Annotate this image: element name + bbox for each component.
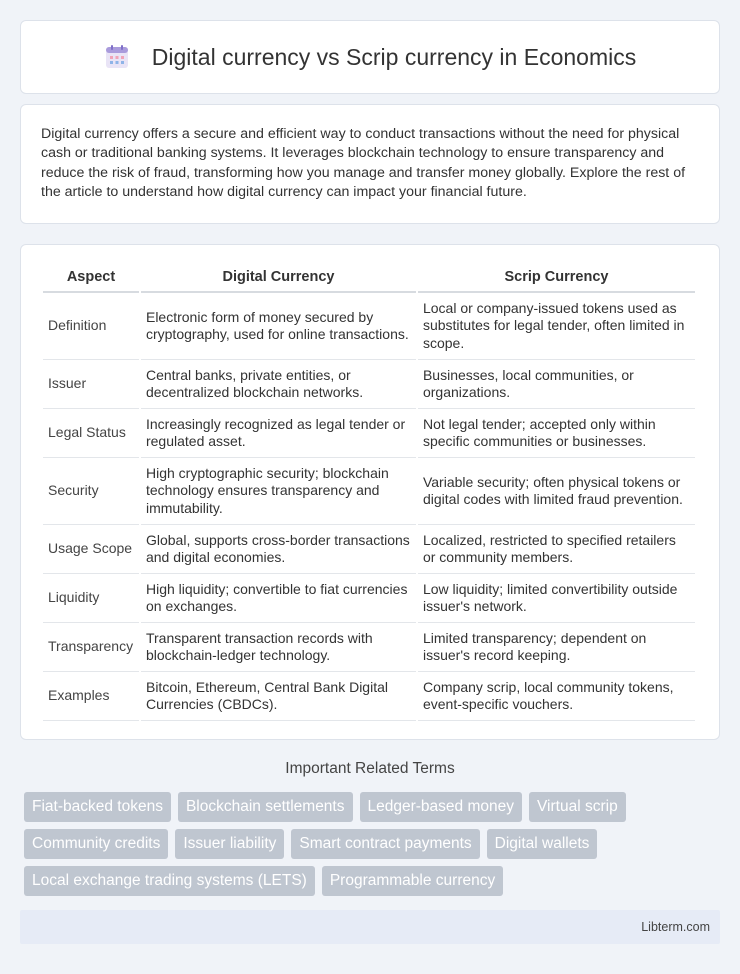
tag-issuer-liability[interactable]: Issuer liability	[175, 829, 284, 859]
footer-site-link[interactable]: Libterm.com	[641, 920, 710, 934]
cell-aspect: Examples	[43, 672, 139, 721]
cell-aspect: Transparency	[43, 623, 139, 672]
tag-smart-contract-payments[interactable]: Smart contract payments	[291, 829, 479, 859]
cell-digital: High liquidity; convertible to fiat currencies on exchanges.	[141, 574, 416, 623]
comparison-table-card	[20, 244, 720, 740]
related-terms-tags	[24, 792, 724, 903]
header-digital-currency: Digital Currency	[141, 263, 416, 293]
table-header-row	[43, 263, 695, 293]
cell-digital: High cryptographic security; blockchain technology ensures transparency and immutability.	[141, 458, 416, 525]
cell-aspect: Usage Scope	[43, 525, 139, 574]
cell-scrip: Variable security; often physical tokens or digital codes with limited fraud prevention.	[418, 458, 695, 525]
table-row	[43, 623, 695, 672]
cell-digital: Electronic form of money secured by cryptography, used for online transactions.	[141, 293, 416, 360]
tag-programmable-currency[interactable]: Programmable currency	[322, 866, 503, 896]
intro-text: Digital currency offers a secure and efficient way to conduct transactions without the need for physical cash or traditional banking systems. It leverages blockchain technology to ensure transparency and reduce the risk of fraud, transforming how you manage and transfer money globally. Explore the rest of the article to understand how digital currency can impact your financial future.	[41, 126, 686, 201]
cell-scrip: Localized, restricted to specified retailers or community members.	[418, 525, 695, 574]
cell-scrip: Low liquidity; limited convertibility outside issuer's network.	[418, 574, 695, 623]
cell-scrip: Company scrip, local community tokens, event-specific vouchers.	[418, 672, 695, 721]
table-row	[43, 574, 695, 623]
tag-blockchain-settlements[interactable]: Blockchain settlements	[178, 792, 353, 822]
cell-scrip: Local or company-issued tokens used as substitutes for legal tender, often limited in scope.	[418, 293, 695, 360]
calendar-grid-icon	[104, 44, 130, 70]
cell-scrip: Businesses, local communities, or organizations.	[418, 360, 695, 409]
tag-lets[interactable]: Local exchange trading systems (LETS)	[24, 866, 315, 896]
table-row	[43, 360, 695, 409]
cell-aspect: Definition	[43, 293, 139, 360]
cell-scrip: Not legal tender; accepted only within specific communities or businesses.	[418, 409, 695, 458]
table-row	[43, 458, 695, 525]
tag-digital-wallets[interactable]: Digital wallets	[487, 829, 598, 859]
cell-digital: Global, supports cross-border transactions and digital economies.	[141, 525, 416, 574]
cell-digital: Bitcoin, Ethereum, Central Bank Digital Currencies (CBDCs).	[141, 672, 416, 721]
header-scrip-currency: Scrip Currency	[418, 263, 695, 293]
cell-digital: Increasingly recognized as legal tender or regulated asset.	[141, 409, 416, 458]
intro-card	[20, 104, 720, 224]
related-terms-title: Important Related Terms	[285, 760, 455, 777]
comparison-table	[41, 263, 697, 721]
cell-digital: Central banks, private entities, or decentralized blockchain networks.	[141, 360, 416, 409]
tag-row	[24, 792, 724, 822]
table-row	[43, 409, 695, 458]
cell-aspect: Security	[43, 458, 139, 525]
header-aspect: Aspect	[43, 263, 139, 293]
cell-aspect: Liquidity	[43, 574, 139, 623]
cell-digital: Transparent transaction records with blockchain-ledger technology.	[141, 623, 416, 672]
header-card	[20, 20, 720, 94]
table-row	[43, 293, 695, 360]
cell-aspect: Issuer	[43, 360, 139, 409]
page-title: Digital currency vs Scrip currency in Economics	[151, 43, 637, 70]
tag-fiat-backed-tokens[interactable]: Fiat-backed tokens	[24, 792, 171, 822]
cell-scrip: Limited transparency; dependent on issuer's record keeping.	[418, 623, 695, 672]
tag-row	[24, 866, 724, 896]
footer	[20, 910, 720, 944]
tag-ledger-based-money[interactable]: Ledger-based money	[360, 792, 523, 822]
tag-row	[24, 829, 724, 859]
tag-virtual-scrip[interactable]: Virtual scrip	[529, 792, 626, 822]
table-row	[43, 672, 695, 721]
cell-aspect: Legal Status	[43, 409, 139, 458]
table-row	[43, 525, 695, 574]
tag-community-credits[interactable]: Community credits	[24, 829, 168, 859]
